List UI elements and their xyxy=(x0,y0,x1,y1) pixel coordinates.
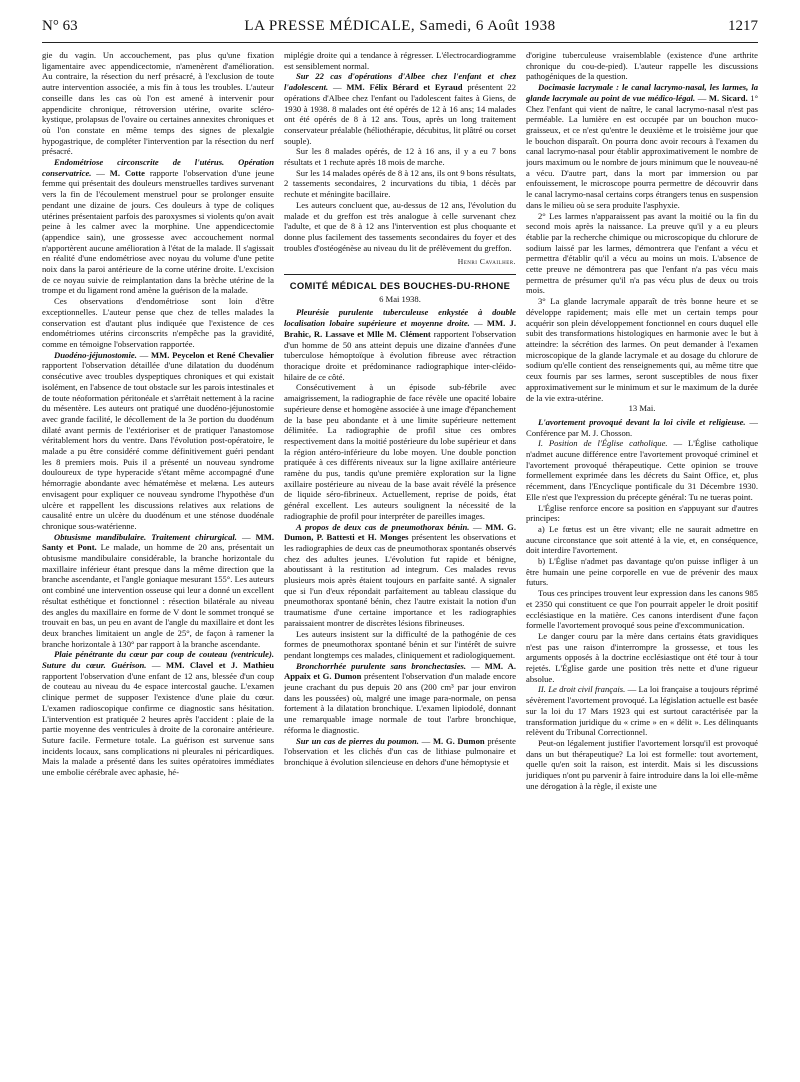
section-bronchorrhee: Bronchorrhée purulente sans bronchectasies. — MM. A. Appaix et G. Dumon présentent l'observation d'un malade encore jeune crachant du pus depuis 20 ans (200 cm³ par jour environ dans les poussées) où, malgré une image para-normale, on pensa fortement à la dilatation bronchique. L'examen lipiodolé, donnant une remarquable image normale de tout l'arbre bronchique, réforma le diagnostic. xyxy=(284,660,516,735)
section-author: Conférence par M. J. Chosson. xyxy=(526,427,633,438)
paragraph: Ces observations d'endométriose sont loin d'être exceptionnelles. L'auteur pense que chez de telles malades la conservation est d'autant plus indiquée que l'existence de ces endométriomes utérins circonscrits n'empêche pas la gravidité, comme en témoigne l'observation rapportée. xyxy=(42,296,274,349)
committee-heading: COMITÉ MÉDICAL DES BOUCHES-DU-RHONE xyxy=(289,280,511,292)
section-author: MM. A. Appaix et G. Dumon xyxy=(284,660,516,682)
section-author: MM. Félix Bérard et Eyraud xyxy=(346,82,463,93)
column-3 xyxy=(526,50,758,1068)
section-title: Pleurésie purulente tuberculeuse enkystée à double localisation lobaire supérieure et moyenne droite. xyxy=(284,307,516,329)
section-title: Obtusisme mandibulaire. Traitement chirurgical. xyxy=(54,531,237,542)
section-title: A propos de deux cas de pneumothorax bénin. xyxy=(296,521,470,532)
section-author: MM. Clavel et J. Mathieu xyxy=(166,660,274,671)
article-columns xyxy=(42,50,758,1068)
section-author: MM. G. Dumon, P. Battesti et H. Monges xyxy=(284,521,516,543)
paragraph: a) Le fœtus est un être vivant; elle ne saurait admettre en aucune circonstance que soit attenté à la vie, et, en conséquence, doit interdire l'avortement. xyxy=(526,523,758,556)
section-pierres-poumon: Sur un cas de pierres du poumon. — M. G. Dumon présente l'observation et les clichés d'un cas de lithiase pulmonaire et bronchique à évolution silencieuse en dehors d'une hémoptysie et xyxy=(284,735,516,767)
section-text: présentent l'observation d'un malade encore jeune crachant du pus depuis 20 ans (200 cm³ par jour environ dans les poussées) où, malgré une image para-normale, on pensa fortement à la dilatation bronchique. L'examen lipiodolé, donnant une remarquable image normale de tout l'arbre bronchique, réforma le diagnostic. xyxy=(284,671,516,735)
column-2 xyxy=(284,50,516,1068)
paragraph: miplégie droite qui a tendance à régresser. L'électrocardiogramme est sensiblement normal. xyxy=(284,50,516,71)
section-duodeno: Duodéno-jéjunostomie. — MM. Peycelon et René Chevalier rapportent l'observation détaillée d'une dilatation du duodénum consécutive avec troubles dyspeptiques chroniques et qui existait isolément, en l'absence de tout obstacle sur les parois intestinales et de toute néoformation péritonéale et s'arrêtait nettement à la racine du mésentère. Les auteurs ont pratiqué une duodéno-jéjunostomie avec grande facilité, le décollement de la 3e portion du duodénum dilaté avant permis de l'extérioriser et de pratiquer l'anastomose véritablement hors du ventre. Dans l'évolution post-opératoire, le malade a pu être considéré comme définitivement guéri pendant les 8 premiers mois. Puis il a présenté un nouveau syndrome douloureux de type hyperacide s'étant même accompagné d'une hémorragie abondante avec hématémèse et melæna. Les auteurs envisagent pour expliquer ce nouveau syndrome l'hypothèse d'un ulcère et rappellent les discussions relatives aux relations de causalité entre un ulcère du duodénum et une sténose duodénale chronique sous-watérienne. xyxy=(42,349,274,531)
section-text: rapporte l'observation d'une jeune femme qui présentait des douleurs menstruelles tardives survenant vers la fin de l'écoulement menstruel pour se prolonger ensuite pendant une dizaine de jours. Ces douleurs à type de coliques utérines présentaient parfois des paroxysmes si violents qu'on avait peine à les calmer avec la morphine. Une appendicectomie (appendice sain), une grossesse avec accouchement normal n'apportèrent aucune amélioration à l'état de la malade. Il s'agissait en réalité d'une endométriose avec noyau du volume d'une petite noix dans la paroi antérieure de la corne utérine droite. L'excision de ce noyau suivie de reimplantation dans la brèche utérine de la trompe et du ligament rond amène la guérison de la malade. xyxy=(42,167,274,296)
section-text: présentent les observations et les radiographies de deux cas de pneumothorax spontanés observés chez des adultes jeunes. L'évolution fut rapide et bénigne, aboutissant à la restitution ad integrum. Ces malades revus plusieurs mois après étaient toujours en parfaite santé. A signaler que si l'un d'eux répondait parfaitement au tableau classique du pneumothorax spontané bénin, chez l'autre existait la notion d'un traumatisme d'une certaine importance et les radiographies paraissaient montrer de discrètes lésions fibrineuses. xyxy=(284,532,516,628)
section-pneumothorax: A propos de deux cas de pneumothorax bénin. — MM. G. Dumon, P. Battesti et H. Monges présentent les observations et les radiographies de deux cas de pneumothorax spontanés observés chez des adultes jeunes. L'évolution fut rapide et bénigne, aboutissant à la restitution ad integrum. Ces malades revus plusieurs mois après étaient toujours en parfaite santé. A signaler que si l'un d'eux répondait parfaitement au tableau classique du pneumothorax spontané bénin, chez l'autre existait la notion d'un traumatisme d'une certaine importance et les radiographies paraissaient montrer de discrètes lésions fibrineuses. xyxy=(284,521,516,628)
column-1 xyxy=(42,50,274,1068)
paragraph-text: La loi française a toujours réprimé sévèrement l'avortement provoqué. La législation actuelle est basée sur la loi du 17 Mars 1923 qui est surtout caractérisée par la transformation juridique du « crime » en « délit ». Les délinquants relèvent du Tribunal Correctionnel. xyxy=(526,684,758,738)
page-number: 1217 xyxy=(728,18,758,34)
paragraph: Consécutivement à un épisode sub-fébrile avec amaigrissement, la radiographie de face révèle une opacité lobaire supérieure dense et homogène associée à une image d'épanchement de la base peu abondante et à une limite supérieure nettement délimitée. La radiographie de profil situe ces ombres respectivement dans la moitié postérieure du lobe supérieur et dans la région antéro-inférieure du lobe moyen. Une double ponction pratiquée à ces différents niveaux sur la ligne axillaire antérieure ramène du pus, tandis qu'une première exploration sur la ligne axillaire postérieure au niveau de la base avait révélé la présence de liquide séro-fibrineux. Actuellement, reprise de poids, état général excellent. Les auteurs soulignent la nécessité de la radiographie de profil pour interpréter de pareilles images. xyxy=(284,382,516,521)
section-text: rapportent l'observation d'une enfant de 12 ans, blessée d'un coup de couteau au niveau du 4e espace intercostal gauche. L'examen clinique permet de supposer l'existence d'une plaie du cœur. L'examen radioscopique confirme ce diagnostic sans hésitation. L'intervention est pratiquée 2 heures après l'accident : plaie de la partie moyenne des ventricules à droite de la coronaire antérieure. Suture facile. Fermeture totale. La guérison est survenue sans incidents locaux, sans complications ni pleurales ni péricardiques. Mais la malade a présenté dans les suites opératoires immédiates une embolie cérébrale avec aphasie, hé- xyxy=(42,670,274,778)
paragraph: I. Position de l'Église catholique. — L'Église catholique n'admet aucune différence entre l'avortement provoqué criminel et l'avortement provoqué thérapeutique. Cette opinion se trouve formellement exprimée dans les décrets du Saint Office, et, plus récemment, dans l'Encyclique pontificale du 31 Décembre 1930. Elle n'est que l'expression du précepte général: Tu ne tueras point. xyxy=(526,438,758,502)
section-avortement: L'avortement provoqué devant la loi civile et religieuse. — Conférence par M. J. Chosson. xyxy=(526,416,758,438)
section-author: M. Cotte xyxy=(109,167,145,178)
subsection-title: II. Le droit civil français. xyxy=(538,684,626,695)
section-title: Sur un cas de pierres du poumon. xyxy=(296,735,419,746)
section-divider xyxy=(284,274,516,275)
paragraph: b) L'Église n'admet pas davantage qu'on puisse infliger à un être humain une peine corporelle en vue de prévenir des maux futurs. xyxy=(526,556,758,588)
journal-title: LA PRESSE MÉDICALE, Samedi, 6 Août 1938 xyxy=(244,18,556,34)
section-title: Plaie pénétrante du cœur par coup de couteau (ventricule). Suture du cœur. Guérison. xyxy=(42,649,274,671)
paragraph: d'origine tuberculeuse vraisemblable (existence d'une arthrite chronique du cou-de-pied). L'auteur rappelle les discussions pathogéniques de la question. xyxy=(526,50,758,82)
paragraph: Sur les 14 malades opérés de 8 à 12 ans, ils ont 9 bons résultats, 2 tassements secondaires, 2 incurvations du tibia, 1 décès par rechute et méningite bacillaire. xyxy=(284,167,516,200)
session-date: 13 Mai. xyxy=(628,403,656,414)
section-title: Endométriose circonscrite de l'utérus. Opération conservatrice. xyxy=(42,157,274,178)
section-text: rapportent l'observation d'un homme de 50 ans atteint depuis une dizaine d'années d'une tuberculose hémoptoïque à évolution fibreuse avec rétraction thoracique droite et prédominance radiographique inter-cléido-hilaire de ce côté. xyxy=(284,328,516,382)
paragraph: 2° Les larmes n'apparaissent pas avant la moitié ou la fin du second mois après la naissance. La preuve qu'il y a eu pleurs établie par la recherche chimique ou microscopique du chlorure de sodium laissé par les larmes, démontrera que l'enfant a vécu et permettra d'établir qu'il a vécu au moins un mois. L'absence de cette preuve ne démontrera pas que l'enfant n'a pas vécu mais permettra de présumer qu'il n'a pas vécu plus de deux ou trois mois. xyxy=(526,210,758,296)
subsection-title: I. Position de l'Église catholique. xyxy=(538,438,668,449)
paragraph: gie du vagin. Un accouchement, pas plus qu'une fixation ligamentaire avec appendicectomie, n'amenèrent d'amélioration. Au contraire, la résection du nerf présacré, à l'exclusion de toute autre intervention associée, a mis fin à tous les troubles. L'auteur conseille dans les cas où l'on est amené à intervenir pour appendicite chronique, rétroversion utérine, ovarite scléro-kystique, prolapsus de l'ovaire ou certaines annexites chroniques et où l'on constate en même temps des signes de plexalgie hypogastrique, de compléter l'intervention par la résection du nerf présacré. xyxy=(42,50,274,157)
section-plaie-coeur: Plaie pénétrante du cœur par coup de couteau (ventricule). Suture du cœur. Guérison. — MM. Clavel et J. Mathieu rapportent l'observation d'une enfant de 12 ans, blessée d'un coup de couteau au niveau du 4e espace intercostal gauche. L'examen clinique permet de supposer l'existence d'une plaie du cœur. L'examen radioscopique confirme ce diagnostic sans hésitation. L'intervention est pratiquée 2 heures après l'accident : plaie de la partie moyenne des ventricules à droite de la coronaire antérieure. Suture facile. Fermeture totale. La guérison est survenue sans incidents locaux, sans complications ni pleurales ni péricardiques. Mais la malade a présenté dans les suites opératoires immédiates une embolie cérébrale avec aphasie, hé- xyxy=(42,649,274,778)
section-title: Sur 22 cas d'opérations d'Albee chez l'enfant et chez l'adolescent. xyxy=(284,71,516,93)
paragraph: Tous ces principes trouvent leur expression dans les canons 985 et 2350 qui constituent ce que l'on pourrait appeler le droit positif ecclésiastique en la matière. Ces canons interdisent d'une façon formelle l'avortement provoqué sous peine d'excommunication. xyxy=(526,588,758,631)
section-text: présente l'observation et les clichés d'un cas de lithiase pulmonaire et bronchique à évolution silencieuse en dehors d'une hémoptysie et xyxy=(284,735,516,767)
paragraph: Les auteurs concluent que, au-dessus de 12 ans, l'évolution du malade et du greffon est très analogue à celle survenant chez l'adulte, et que de 8 à 12 ans l'intervention est plus choquante et donne plus facilement des tassements secondaires du foyer et des troubles d'ostéogénèse au niveau du lit de prélèvement du greffon. xyxy=(284,199,516,253)
paragraph-text: L'Église catholique n'admet aucune différence entre l'avortement provoqué criminel et l'avortement provoqué thérapeutique. Cette opinion se trouve formellement exprimée dans les décrets du Saint Office, et, plus récemment, dans l'Encyclique pontificale du 31 Décembre 1930. Elle n'est que l'expression du précepte général: Tu ne tueras point. xyxy=(526,438,758,502)
section-author: MM. J. Brahic, R. Lassave et Mlle M. Clément xyxy=(284,318,516,339)
session-date: 6 Mai 1938. xyxy=(379,293,421,304)
section-docimasie: Docimasie lacrymale : le canal lacrymo-nasal, les larmes, la glande lacrymale au point de vue médico-légal. — M. Sicard. 1° Chez l'enfant qui vient de naître, le canal lacrymo-nasal n'est pas perméable. La lumière en est occupée par un bouchon muco-graisseux, et ce n'est qu'entre le deuxième et le troisième jour que le bouchon disparaît. On pourra donc avoir recours à l'examen du canal lacrymo-nasal pour établir approximativement le nombre de jours maximum ou le nombre de jours minimum que le nouveau-né a vécu. D'autre part, dans la mort par immersion ou par enfouissement, le microscope pourra permettre de découvrir dans le canal lacrymo-nasal certains corps étrangers tenus en suspension dans le milieu où se sera produite l'asphyxie. xyxy=(526,82,758,210)
section-pleuresie: Pleurésie purulente tuberculeuse enkystée à double localisation lobaire supérieure et moyenne droite. — MM. J. Brahic, R. Lassave et Mlle M. Clément rapportent l'observation d'un homme de 50 ans atteint depuis une dizaine d'années d'une tuberculose hémoptoïque à évolution fibreuse avec rétraction thoracique droite et prédominance radiographique inter-cléido-hilaire de ce côté. xyxy=(284,307,516,382)
paragraph: L'Église renforce encore sa position en s'appuyant sur d'autres principes: xyxy=(526,502,758,524)
section-text: 1° Chez l'enfant qui vient de naître, le canal lacrymo-nasal n'est pas perméable. La lumière en est occupée par un bouchon muco-graisseux, et ce n'est qu'entre le deuxième et le troisième jour que le bouchon disparaît. On pourra donc avoir recours à l'examen du canal lacrymo-nasal pour établir approximativement le nombre de jours maximum ou le nombre de jours minimum que le nouveau-né a vécu. D'autre part, dans la mort par immersion ou par enfouissement, le microscope pourra permettre de découvrir dans le canal lacrymo-nasal certains corps étrangers tenus en suspension dans le milieu où se sera produite l'asphyxie. xyxy=(526,92,758,210)
section-title: Duodéno-jéjunostomie. xyxy=(54,349,137,360)
section-author: MM. Peycelon et René Chevalier xyxy=(150,349,274,360)
section-text: rapportent l'observation détaillée d'une dilatation du duodénum consécutive avec troubles dyspeptiques chroniques et qui existait isolément, en l'absence de tout obstacle sur les parois intestinales et de toute néoformation péritonéale et s'arrêtait nettement à la racine du mésentère. Les auteurs ont pratiqué une duodéno-jéjunostomie avec grande facilité, le décollement de la 3e portion du duodénum dilaté avant permis de l'extérioriser et de pratiquer l'anastomose véritablement hors du ventre. Dans l'évolution post-opératoire, le malade a pu être considéré comme définitivement guéri pendant les 8 premiers mois. Puis il a présenté un nouveau syndrome douloureux de type hyperacide s'étant même accompagné d'une hémorragie abondante avec hématémèse et melæna. Les auteurs envisagent pour expliquer ce nouveau syndrome l'hypothèse d'un ulcère et rappellent les discussions relatives aux relations de causalité entre un ulcère du duodénum et une sténose duodénale chronique sous-watérienne. xyxy=(42,360,274,531)
section-endometriose: Endométriose circonscrite de l'utérus. Opération conservatrice. — M. Cotte rapporte l'observation d'une jeune femme qui présentait des douleurs menstruelles tardives survenant vers la fin de l'écoulement menstruel pour se prolonger ensuite pendant une dizaine de jours. Ces douleurs à type de coliques utérines présentaient parfois des paroxysmes si violents qu'on avait peine à les calmer avec la morphine. Une appendicectomie (appendice sain), une grossesse avec accouchement normal n'apportèrent aucune amélioration à l'état de la malade. Il s'agissait en réalité d'une endométriose avec noyau du volume d'une petite noix dans la paroi antérieure de la corne utérine droite. L'excision de ce noyau suivie de reimplantation dans la brèche utérine de la trompe et du ligament rond amène la guérison de la malade. xyxy=(42,157,274,296)
paragraph: Le danger couru par la mère dans certains états gravidiques n'est pas une raison d'interrompre la grossesse, et tous les arguments opposés à la doctrine ecclésiastique ont été tour à tour rejetés. L'Église garde une position très nette et d'une rigueur absolue. xyxy=(526,630,758,684)
section-author: M. G. Dumon xyxy=(432,735,485,746)
section-obtusisme: Obtusisme mandibulaire. Traitement chirurgical. — MM. Santy et Pont. Le malade, un homme de 20 ans, présentait un obtusisme mandibulaire considérable, la branche horizontale du maxillaire inférieur étant presque dans la même direction que la branche ascendante, et l'angle goniaque mesurant 155°. Les auteurs ont combiné une intervention osseuse qui leur a donné un excellent résultat esthétique et fonctionnel : résection bilatérale au niveau des angles du maxillaire en forme de V dont le sommet tronqué se trouvait en bas, un peu en avant de l'angle du maxillaire et dont les deux branches limitaient un angle de 25°, de façon à ramener la branche horizontale à 130° par rapport à la branche ascendante. xyxy=(42,531,274,649)
section-author: M. Sicard. xyxy=(708,92,748,103)
section-title: L'avortement provoqué devant la loi civile et religieuse. xyxy=(538,416,746,427)
section-title: Docimasie lacrymale : le canal lacrymo-nasal, les larmes, la glande lacrymale au point de vue médico-légal. xyxy=(526,82,758,103)
issue-number: N° 63 xyxy=(42,18,78,34)
page-header xyxy=(42,18,758,43)
section-text: Le malade, un homme de 20 ans, présentait un obtusisme mandibulaire considérable, la branche horizontale du maxillaire inférieur étant presque dans la même direction que la branche ascendante, et l'angle goniaque mesurant 155°. Les auteurs ont combiné une intervention osseuse qui leur a donné un excellent résultat esthétique et fonctionnel : résection bilatérale au niveau des angles du maxillaire en forme de V dont le sommet tronqué se trouvait en bas, un peu en avant de l'angle du maxillaire et dont les deux branches limitaient un angle de 25°, de façon à ramener la branche horizontale à 130° par rapport à la branche ascendante. xyxy=(42,542,274,649)
paragraph: Peut-on légalement justifier l'avortement lorsqu'il est provoqué dans un but thérapeutique? La loi est formelle: tout avortement, quelle qu'en soit la raison, est interdit. Mais si les discussions juridiques n'ont pu parvenir à faire introduire dans la loi elle-même une dérogation à la règle, il existe une xyxy=(526,738,758,791)
paragraph: Sur les 8 malades opérés, de 12 à 16 ans, il y a eu 7 bons résultats et 1 rechute après 18 mois de marche. xyxy=(284,146,516,168)
paragraph: II. Le droit civil français. — La loi française a toujours réprimé sévèrement l'avortement provoqué. La législation actuelle est basée sur la loi du 17 Mars 1923 qui est surtout caractérisée par la transformation juridique du « crime » en « délit ». Les délinquants relèvent du Tribunal Correctionnel. xyxy=(526,684,758,738)
paragraph: Les auteurs insistent sur la difficulté de la pathogénie de ces formes de pneumothorax spontané bénin et sur l'intérêt de suivre pendant longtemps ces malades, cliniquement et radiologiquement. xyxy=(284,628,516,660)
section-text: présentent 22 opérations d'Albee chez l'enfant ou l'adolescent faites à Giens, de 1930 à 1938. 8 malades ont été opérés de 12 à 16 ans; 14 malades ont été opérés de 8 à 12 ans. Tous, après un long traitement conservateur préalable (héliothérapie, décubitus, lit plâtré ou corset souple). xyxy=(284,82,516,146)
author-signature: Henri Cavailher. xyxy=(457,257,516,267)
section-albee: Sur 22 cas d'opérations d'Albee chez l'enfant et chez l'adolescent. — MM. Félix Bérard et Eyraud présentent 22 opérations d'Albee chez l'enfant ou l'adolescent faites à Giens, de 1930 à 1938. 8 malades ont été opérés de 12 à 16 ans; 14 malades ont été opérés de 8 à 12 ans. Tous, après un long traitement conservateur préalable (héliothérapie, décubitus, lit plâtré ou corset souple). xyxy=(284,71,516,146)
paragraph: 3° La glande lacrymale apparaît de très bonne heure et se développe rapidement; mais elle met un certain temps pour acquérir son plein développement fonctionnel en cours duquel elle subit des transformations histologiques en harmonie avec le but à atteindre: la sécrétion des larmes. On peut demander à l'examen microscopique de la glande lacrymale et au dosage du chlorure de sodium qu'elle contient des renseignements qui, au même titre que ceux fournis par ses larmes, seront susceptibles de nous fixer approximativement sur le minimum et sur le maximum de la durée de la vie extra-utérine. xyxy=(526,296,758,403)
section-title: Bronchorrhée purulente sans bronchectasies. xyxy=(296,660,467,671)
section-author: MM. Santy et Pont. xyxy=(42,531,274,553)
